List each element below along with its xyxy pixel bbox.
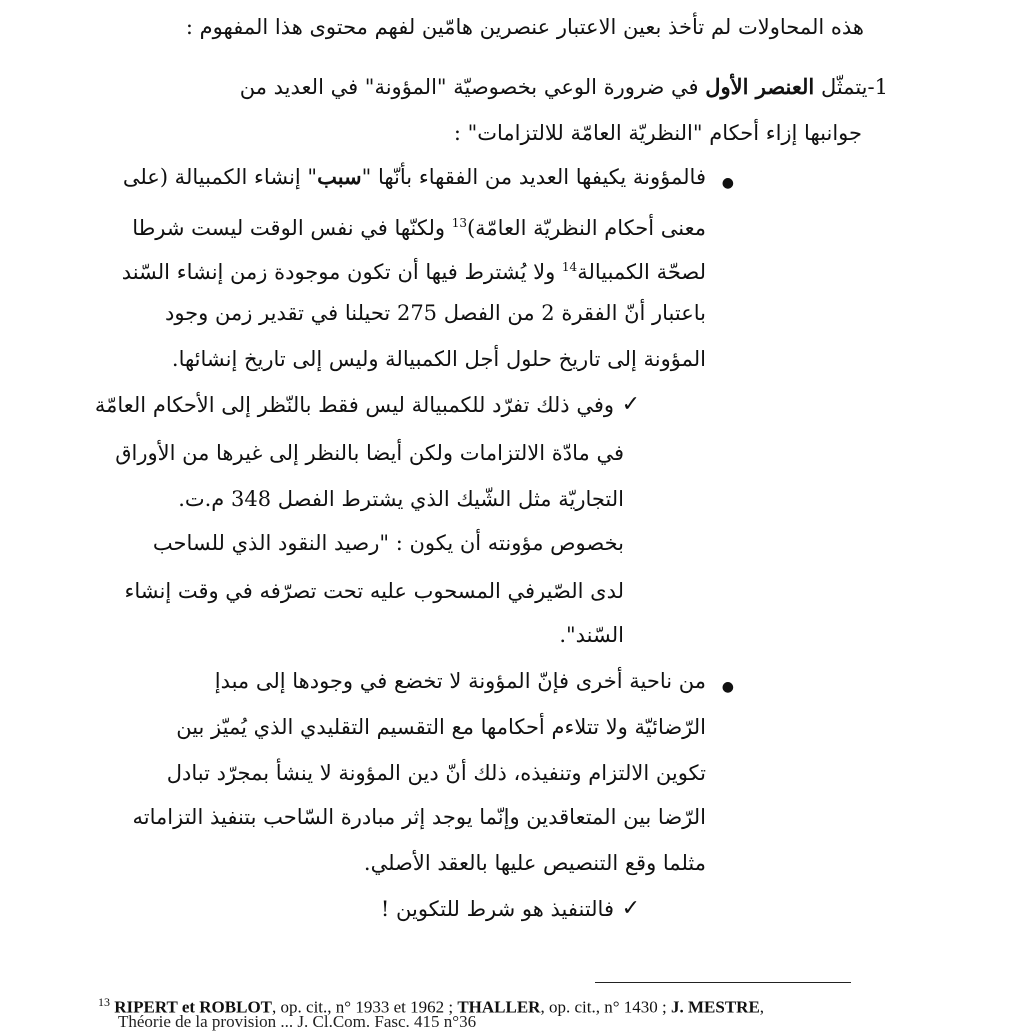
footnote-ref-13[interactable]: 13 [451, 216, 467, 230]
footnote-authors-2: THALLER [457, 997, 541, 1017]
footnote-ref-1: , op. cit., n° 1933 et 1962 ; [272, 997, 458, 1017]
footnote-ref-2: , op. cit., n° 1430 ; [540, 997, 671, 1017]
check-1-icon: ✓ [621, 392, 640, 417]
bullet-1-line-3 [122, 252, 706, 287]
check-1-line-6: السّند". [559, 623, 624, 647]
point-1-line-1 [240, 72, 888, 102]
bullet-1-bold-term: سبب [317, 164, 362, 189]
bullet-1-line-3-post: ولا يُشترط فيها أن تكون موجودة زمن إنشاء السّند [121, 260, 562, 284]
check-1-line-5: لدى الصّيرفي المسحوب عليه تحت تصرّفه في وقت إنشاء [124, 579, 624, 603]
footnote-authors-3: J. MESTRE [670, 997, 760, 1017]
bullet-2-line-2: الرّضائيّة ولا تتلاءم أحكامها مع التقسيم التقليدي الذي يُميّز بين [176, 715, 706, 739]
footnote-authors-1: RIPERT et ROBLOT [114, 997, 273, 1017]
point-1-number: 1- [867, 75, 888, 99]
bullet-1-line-3-pre: لصحّة الكمبيالة [577, 260, 706, 284]
bullet-1-line-1 [123, 162, 706, 192]
bullet-2-line-3: تكوين الالتزام وتنفيذه، ذلك أنّ دين المؤونة لا ينشأ بمجرّد تبادل [166, 761, 706, 785]
bullet-1-line-1-post: " إنشاء الكمبيالة (على [122, 165, 318, 189]
bullet-1-line-2 [132, 208, 706, 243]
footnote-13-line-2: Théorie de la provision ... J. Cl.Com. Fasc. 415 n°36 [118, 1012, 477, 1031]
bullet-2-line-5: مثلما وقع التنصيص عليها بالعقد الأصلي. [363, 851, 706, 875]
point-1-rest: في ضرورة الوعي بخصوصيّة "المؤونة" في العديد من [239, 75, 699, 99]
check-1-line-3: التجاريّة مثل الشّيك الذي يشترط الفصل 348 م.ت. [178, 487, 624, 511]
check-2-line-1: فالتنفيذ هو شرط للتكوين ! [380, 897, 614, 921]
check-1-line-2: في مادّة الالتزامات ولكن أيضا بالنظر إلى غيرها من الأوراق [115, 441, 624, 465]
check-2-icon: ✓ [621, 896, 640, 921]
bullet-1-line-1-pre: فالمؤونة يكيفها العديد من الفقهاء بأنّها " [361, 165, 706, 189]
bullet-1-line-2-pre: معنى أحكام النظريّة العامّة) [466, 216, 706, 240]
check-1-line-1: وفي ذلك تفرّد للكمبيالة ليس فقط بالنّظر إلى الأحكام العامّة [94, 393, 614, 417]
bullet-2-line-4: الرّضا بين المتعاقدين وإنّما يوجد إثر مبادرة السّاحب بتنفيذ التزاماته [132, 805, 706, 829]
footnote-ref-3: , [759, 997, 765, 1017]
footnote-number: 13 [98, 995, 110, 1009]
check-1-line-4: بخصوص مؤونته أن يكون : "رصيد النقود الذي للساحب [152, 531, 624, 555]
footnote-separator [595, 982, 851, 983]
point-1-bold: العنصر الأول [705, 74, 815, 99]
bullet-1-line-4: باعتبار أنّ الفقرة 2 من الفصل 275 تحيلنا في تقدير زمن وجود [164, 301, 706, 325]
bullet-2-line-1: من ناحية أخرى فإنّ المؤونة لا تخضع في وجودها إلى مبدإ [214, 669, 706, 693]
footnote-ref-14[interactable]: 14 [561, 260, 578, 274]
bullet-2-marker: ● [721, 679, 734, 695]
point-1-lead: يتمثّل [820, 75, 868, 99]
bullet-1-marker: ● [721, 175, 734, 191]
bullet-1-line-5: المؤونة إلى تاريخ حلول أجل الكمبيالة وليس إلى تاريخ إنشائها. [171, 347, 706, 371]
point-1-line-2: جوانبها إزاء أحكام "النظريّة العامّة للالتزامات" : [453, 121, 862, 145]
intro-line: هذه المحاولات لم تأخذ بعين الاعتبار عنصرين هامّين لفهم محتوى هذا المفهوم : [185, 15, 864, 39]
bullet-1-line-2-post: ولكنّها في نفس الوقت ليست شرطا [132, 216, 452, 240]
